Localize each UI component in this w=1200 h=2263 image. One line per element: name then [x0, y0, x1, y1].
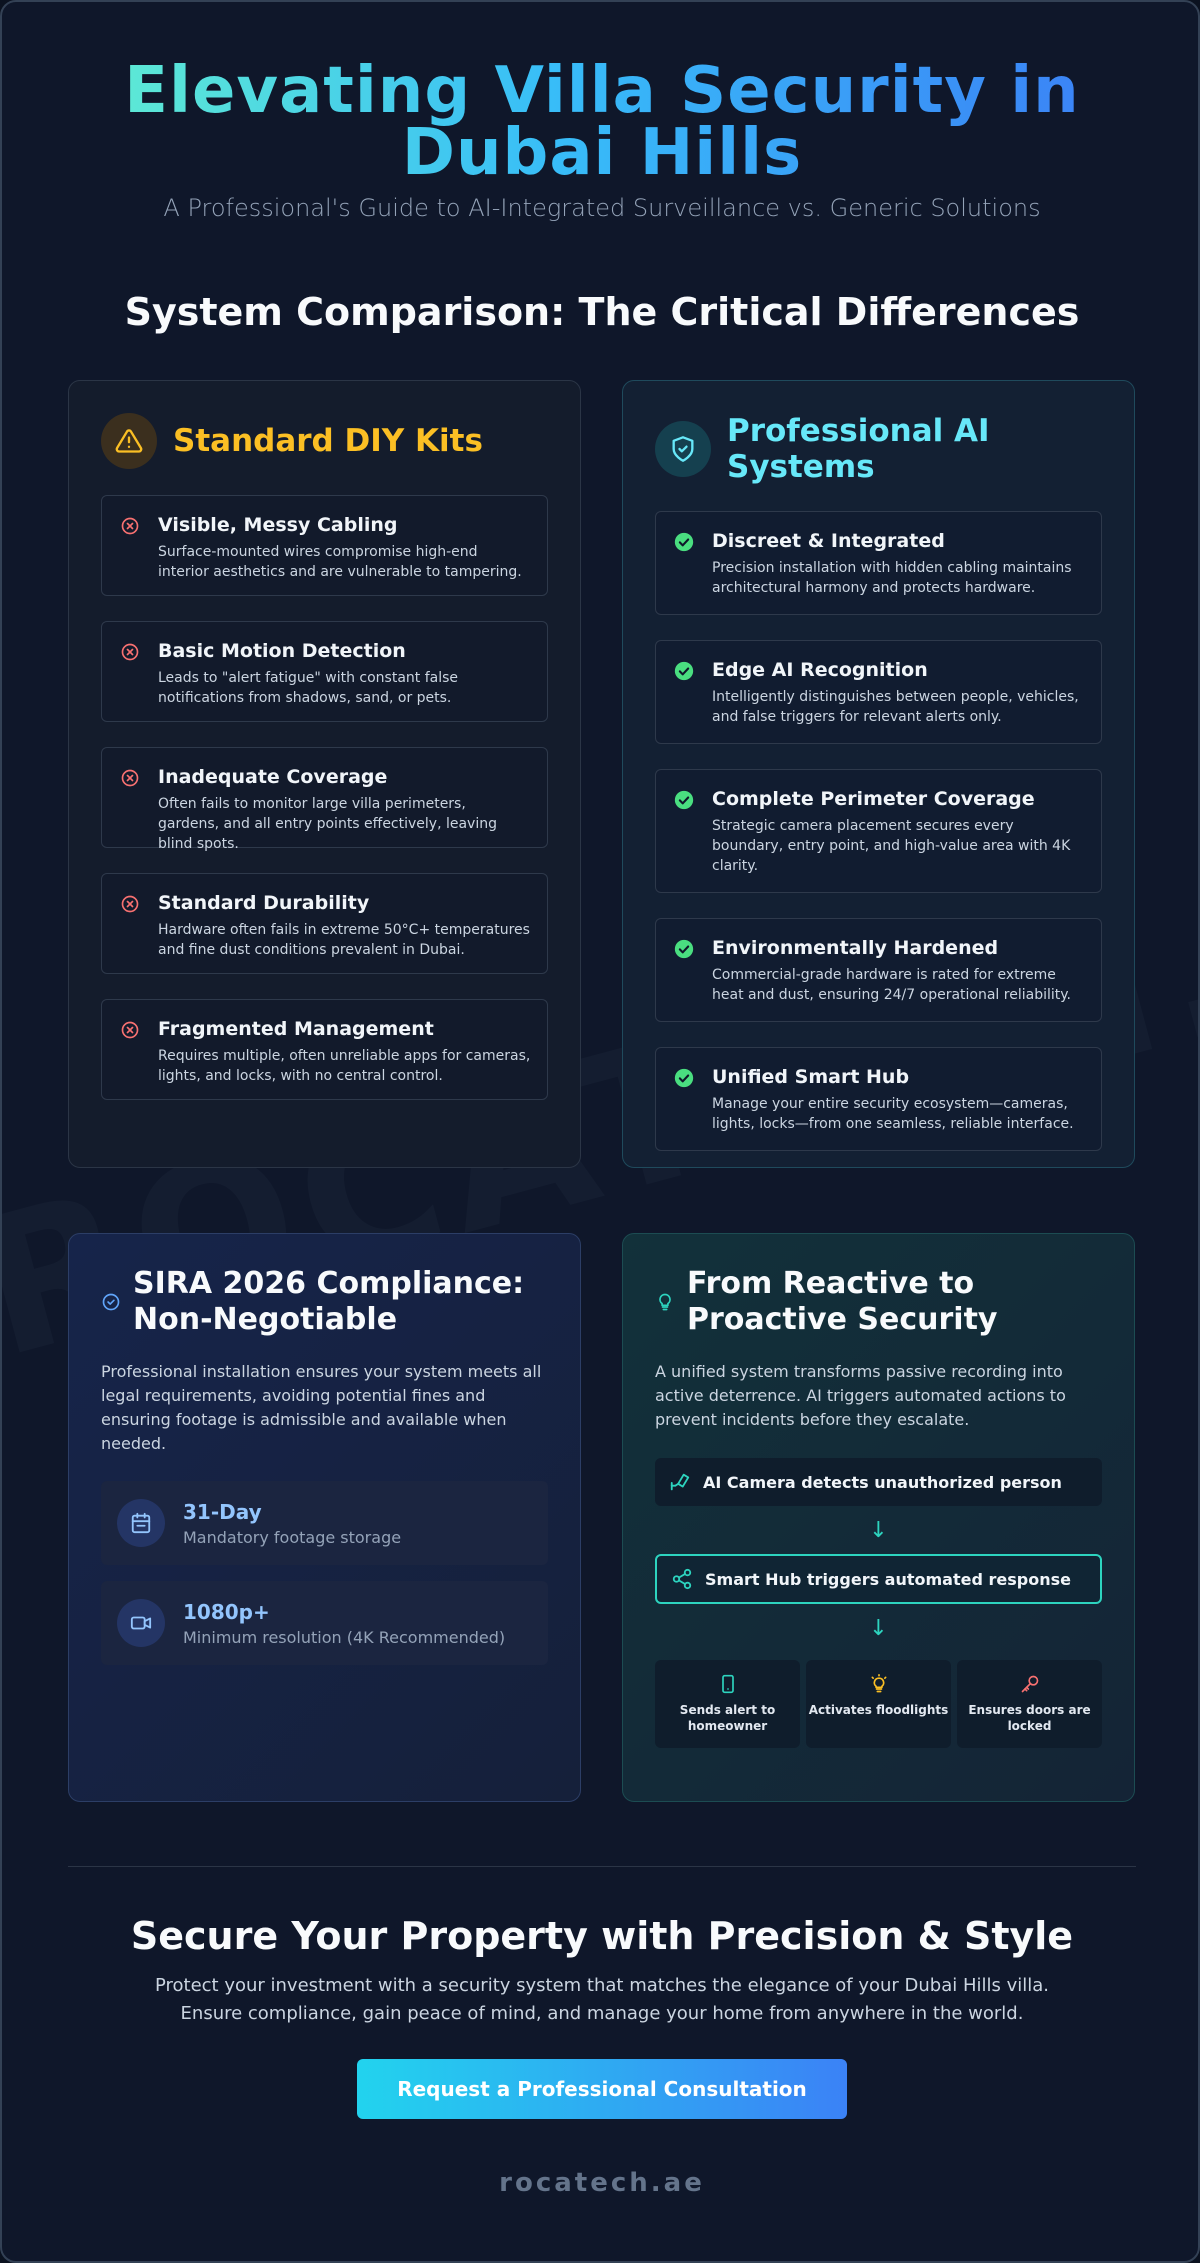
- pro-item-list: [655, 511, 1102, 1151]
- section-divider: [68, 1866, 1136, 1867]
- comparison-item: [655, 769, 1102, 893]
- cta-text: Protect your investment with a security system that matches the elegance of your Dubai Hills villa. Ensure compliance, gain peace of mind, and manage your home from anywhere in the world.: [154, 1975, 1050, 2024]
- comparison-item: [101, 999, 548, 1100]
- comparison-item: [655, 511, 1102, 615]
- flow-step-label: AI Camera detects unauthorized person: [703, 1472, 1062, 1492]
- x-circle-icon: [120, 516, 140, 536]
- cta-title: Secure Your Property with Precision & Style: [130, 1914, 1074, 1958]
- flow-step-label: Smart Hub triggers automated response: [705, 1569, 1071, 1589]
- item-title: Environmentally Hardened: [712, 937, 999, 959]
- automated-actions: [655, 1660, 1102, 1748]
- lightbulb-icon: [655, 1292, 675, 1312]
- item-text: Strategic camera placement secures every boundary, entry point, and high-value area with 4K clarity.: [712, 818, 1071, 874]
- sira-card-title: SIRA 2026 Compliance: Non-Negotiable: [133, 1266, 525, 1337]
- video-camera-icon: [117, 1599, 165, 1647]
- item-title: Inadequate Coverage: [158, 766, 388, 788]
- request-consultation-button[interactable]: Request a Professional Consultation: [357, 2059, 847, 2119]
- item-text: Requires multiple, often unreliable apps for cameras, lights, and locks, with no central control.: [158, 1048, 531, 1084]
- x-circle-icon: [120, 642, 140, 662]
- lightbulb-icon: [869, 1674, 889, 1694]
- cctv-camera-icon: [669, 1471, 691, 1493]
- item-text: Surface-mounted wires compromise high-end interior aesthetics and are vulnerable to tampering.: [158, 544, 522, 580]
- comparison-title: System Comparison: The Critical Differences: [124, 290, 1080, 334]
- item-text: Intelligently distinguishes between people, vehicles, and false triggers for relevant alerts only.: [712, 689, 1079, 725]
- proactive-card-header: [655, 1266, 1102, 1338]
- stat-min-resolution: [101, 1581, 548, 1665]
- item-title: Complete Perimeter Coverage: [712, 788, 1035, 810]
- x-circle-icon: [120, 894, 140, 914]
- professional-ai-panel: [622, 380, 1135, 1168]
- check-circle-icon: [674, 939, 694, 959]
- stat-label: Mandatory footage storage: [183, 1527, 402, 1547]
- stat-value: 1080p+: [183, 1599, 270, 1624]
- check-circle-icon: [674, 661, 694, 681]
- comparison-item: [655, 640, 1102, 744]
- diy-panel-title: Standard DIY Kits: [173, 423, 483, 459]
- arrow-down-icon: ↓: [869, 1616, 888, 1641]
- pro-panel-header: [655, 413, 1102, 485]
- action-send-alert: [655, 1660, 800, 1748]
- calendar-icon: [117, 1499, 165, 1547]
- shield-check-icon: [655, 421, 711, 477]
- brand-footer[interactable]: rocatech.ae: [499, 2168, 705, 2198]
- page-title: Elevating Villa Security in Dubai Hills: [102, 60, 1102, 184]
- item-title: Unified Smart Hub: [712, 1066, 910, 1088]
- stat-label: Minimum resolution (4K Recommended): [183, 1627, 506, 1647]
- stat-value: 31-Day: [183, 1499, 262, 1524]
- check-circle-icon: [101, 1292, 121, 1312]
- item-text: Leads to "alert fatigue" with constant false notifications from shadows, sand, or pets.: [158, 670, 459, 706]
- item-text: Manage your entire security ecosystem—cameras, lights, locks—from one seamless, reliable interface.: [712, 1096, 1074, 1132]
- flow-step-hub: [655, 1554, 1102, 1604]
- smartphone-icon: [718, 1674, 738, 1694]
- item-text: Precision installation with hidden cabling maintains architectural harmony and protects hardware.: [712, 560, 1072, 596]
- stat-footage-storage: [101, 1481, 548, 1565]
- action-label: Ensures doors are locked: [968, 1703, 1091, 1733]
- pro-panel-title: Professional AI Systems: [727, 413, 990, 485]
- diy-panel-header: [101, 413, 548, 469]
- item-title: Standard Durability: [158, 892, 370, 914]
- comparison-item: [101, 747, 548, 852]
- item-text: Commercial-grade hardware is rated for extreme heat and dust, ensuring 24/7 operational reliability.: [712, 967, 1071, 1003]
- warning-icon: [101, 413, 157, 469]
- comparison-item: [655, 1047, 1102, 1151]
- check-circle-icon: [674, 532, 694, 552]
- flow-step-camera: [655, 1458, 1102, 1506]
- x-circle-icon: [120, 768, 140, 788]
- action-floodlights: [806, 1660, 951, 1748]
- page-header: [2, 54, 1200, 222]
- action-label: Sends alert to homeowner: [679, 1703, 776, 1733]
- item-text: Often fails to monitor large villa perimeters, gardens, and all entry points effectively, leaving blind spots.: [158, 796, 497, 852]
- diy-kits-panel: [68, 380, 581, 1168]
- item-title: Visible, Messy Cabling: [158, 514, 398, 536]
- arrow-down-icon: ↓: [869, 1518, 888, 1543]
- check-circle-icon: [674, 790, 694, 810]
- action-label: Activates floodlights: [808, 1703, 949, 1717]
- share-nodes-icon: [671, 1568, 693, 1590]
- item-text: Hardware often fails in extreme 50°C+ temperatures and fine dust conditions prevalent in Dubai.: [158, 922, 530, 958]
- sira-card-text: Professional installation ensures your system meets all legal requirements, avoiding potential fines and ensuring footage is admissible and available when needed.: [101, 1362, 542, 1453]
- diy-item-list: [101, 495, 548, 1100]
- comparison-item: [655, 918, 1102, 1022]
- comparison-item: [101, 621, 548, 722]
- proactive-card-text: A unified system transforms passive recording into active deterrence. AI triggers automated actions to prevent incidents before they escalate.: [655, 1362, 1066, 1429]
- sira-card-header: [101, 1266, 548, 1338]
- proactive-security-card: [622, 1233, 1135, 1802]
- sira-compliance-card: [68, 1233, 581, 1802]
- check-circle-icon: [674, 1068, 694, 1088]
- proactive-card-title: From Reactive to Proactive Security: [687, 1266, 998, 1337]
- item-title: Basic Motion Detection: [158, 640, 406, 662]
- x-circle-icon: [120, 1020, 140, 1040]
- key-icon: [1020, 1674, 1040, 1694]
- comparison-item: [101, 495, 548, 596]
- item-title: Edge AI Recognition: [712, 659, 928, 681]
- comparison-item: [101, 873, 548, 974]
- item-title: Fragmented Management: [158, 1018, 434, 1040]
- page-subtitle: A Professional's Guide to AI-Integrated Surveillance vs. Generic Solutions: [163, 194, 1041, 222]
- action-lock-doors: [957, 1660, 1102, 1748]
- item-title: Discreet & Integrated: [712, 530, 945, 552]
